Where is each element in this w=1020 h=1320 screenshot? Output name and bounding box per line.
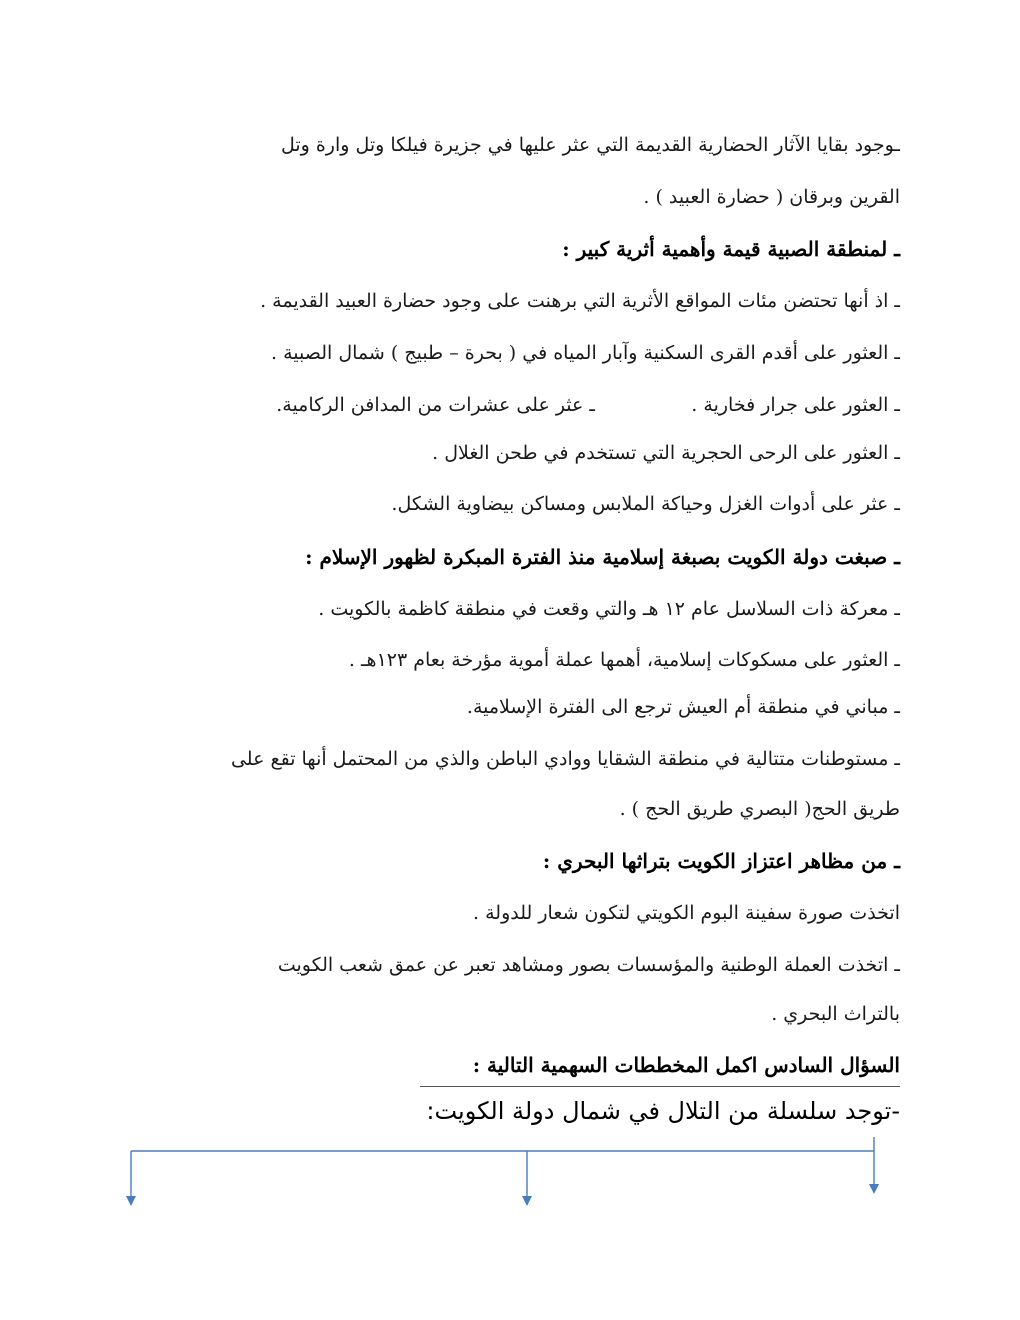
text-line: ـوجود بقايا الآثار الحضارية القديمة التي عثر عليها في جزيرة فيلكا وتل وارة وتل [280,134,900,156]
text-line: ـ معركة ذات السلاسل عام ١٢ هـ والتي وقعت في منطقة كاظمة بالكويت . [318,598,900,620]
text-line: ـ مباني في منطقة أم العيش ترجع الى الفترة الإسلامية. [466,696,900,718]
arrow-head-middle-icon [522,1196,532,1206]
diagram-title: -توجد سلسلة من التلال في شمال دولة الكويت: [426,1097,900,1125]
arrow-head-left-icon [126,1196,136,1206]
text-line: ـ العثور على أقدم القرى السكنية وآبار المياه في ( بحرة – طبيج ) شمال الصبية . [271,342,900,364]
text-line: ـ عثر على عشرات من المدافن الركامية. [276,394,595,416]
text-line: القرين وبرقان ( حضارة العبيد ) . [643,186,900,208]
text-line: ـ العثور على مسكوكات إسلامية، أهمها عملة أموية مؤرخة بعام ١٢٣هـ . [348,649,900,671]
section-heading: ـ صبغت دولة الكويت بصبغة إسلامية منذ الفترة المبكرة لظهور الإسلام : [305,545,900,569]
text-line: ـ اذ أنها تحتضن مئات المواقع الأثرية التي برهنت على وجود حضارة العبيد القديمة . [260,290,900,312]
text-line: ـ مستوطنات متتالية في منطقة الشقايا ووادي الباطن والذي من المحتمل أنها تقع على [230,748,900,770]
text-line: ـ عثر على أدوات الغزل وحياكة الملابس ومساكن بيضاوية الشكل. [391,493,900,515]
text-line: اتخذت صورة سفينة البوم الكويتي لتكون شعار للدولة . [473,902,900,924]
text-line: ـ العثور على جرار فخارية . [691,394,900,416]
section-heading: ـ لمنطقة الصبية قيمة وأهمية أثرية كبير : [562,237,900,261]
text-line: طريق الحج( البصري طريق الحج ) . [619,798,900,820]
text-line: بالتراث البحري . [771,1003,900,1025]
arrow-head-right-icon [869,1184,879,1194]
text-line: ـ العثور على الرحى الحجرية التي تستخدم في طحن الغلال . [432,442,900,464]
question-heading: السؤال السادس اكمل المخططات السهمية التالية : [472,1053,900,1077]
text-line: ـ اتخذت العملة الوطنية والمؤسسات بصور ومشاهد تعبر عن عمق شعب الكويت [277,954,900,976]
section-heading: ـ من مظاهر اعتزاز الكويت بتراثها البحري : [542,849,900,873]
